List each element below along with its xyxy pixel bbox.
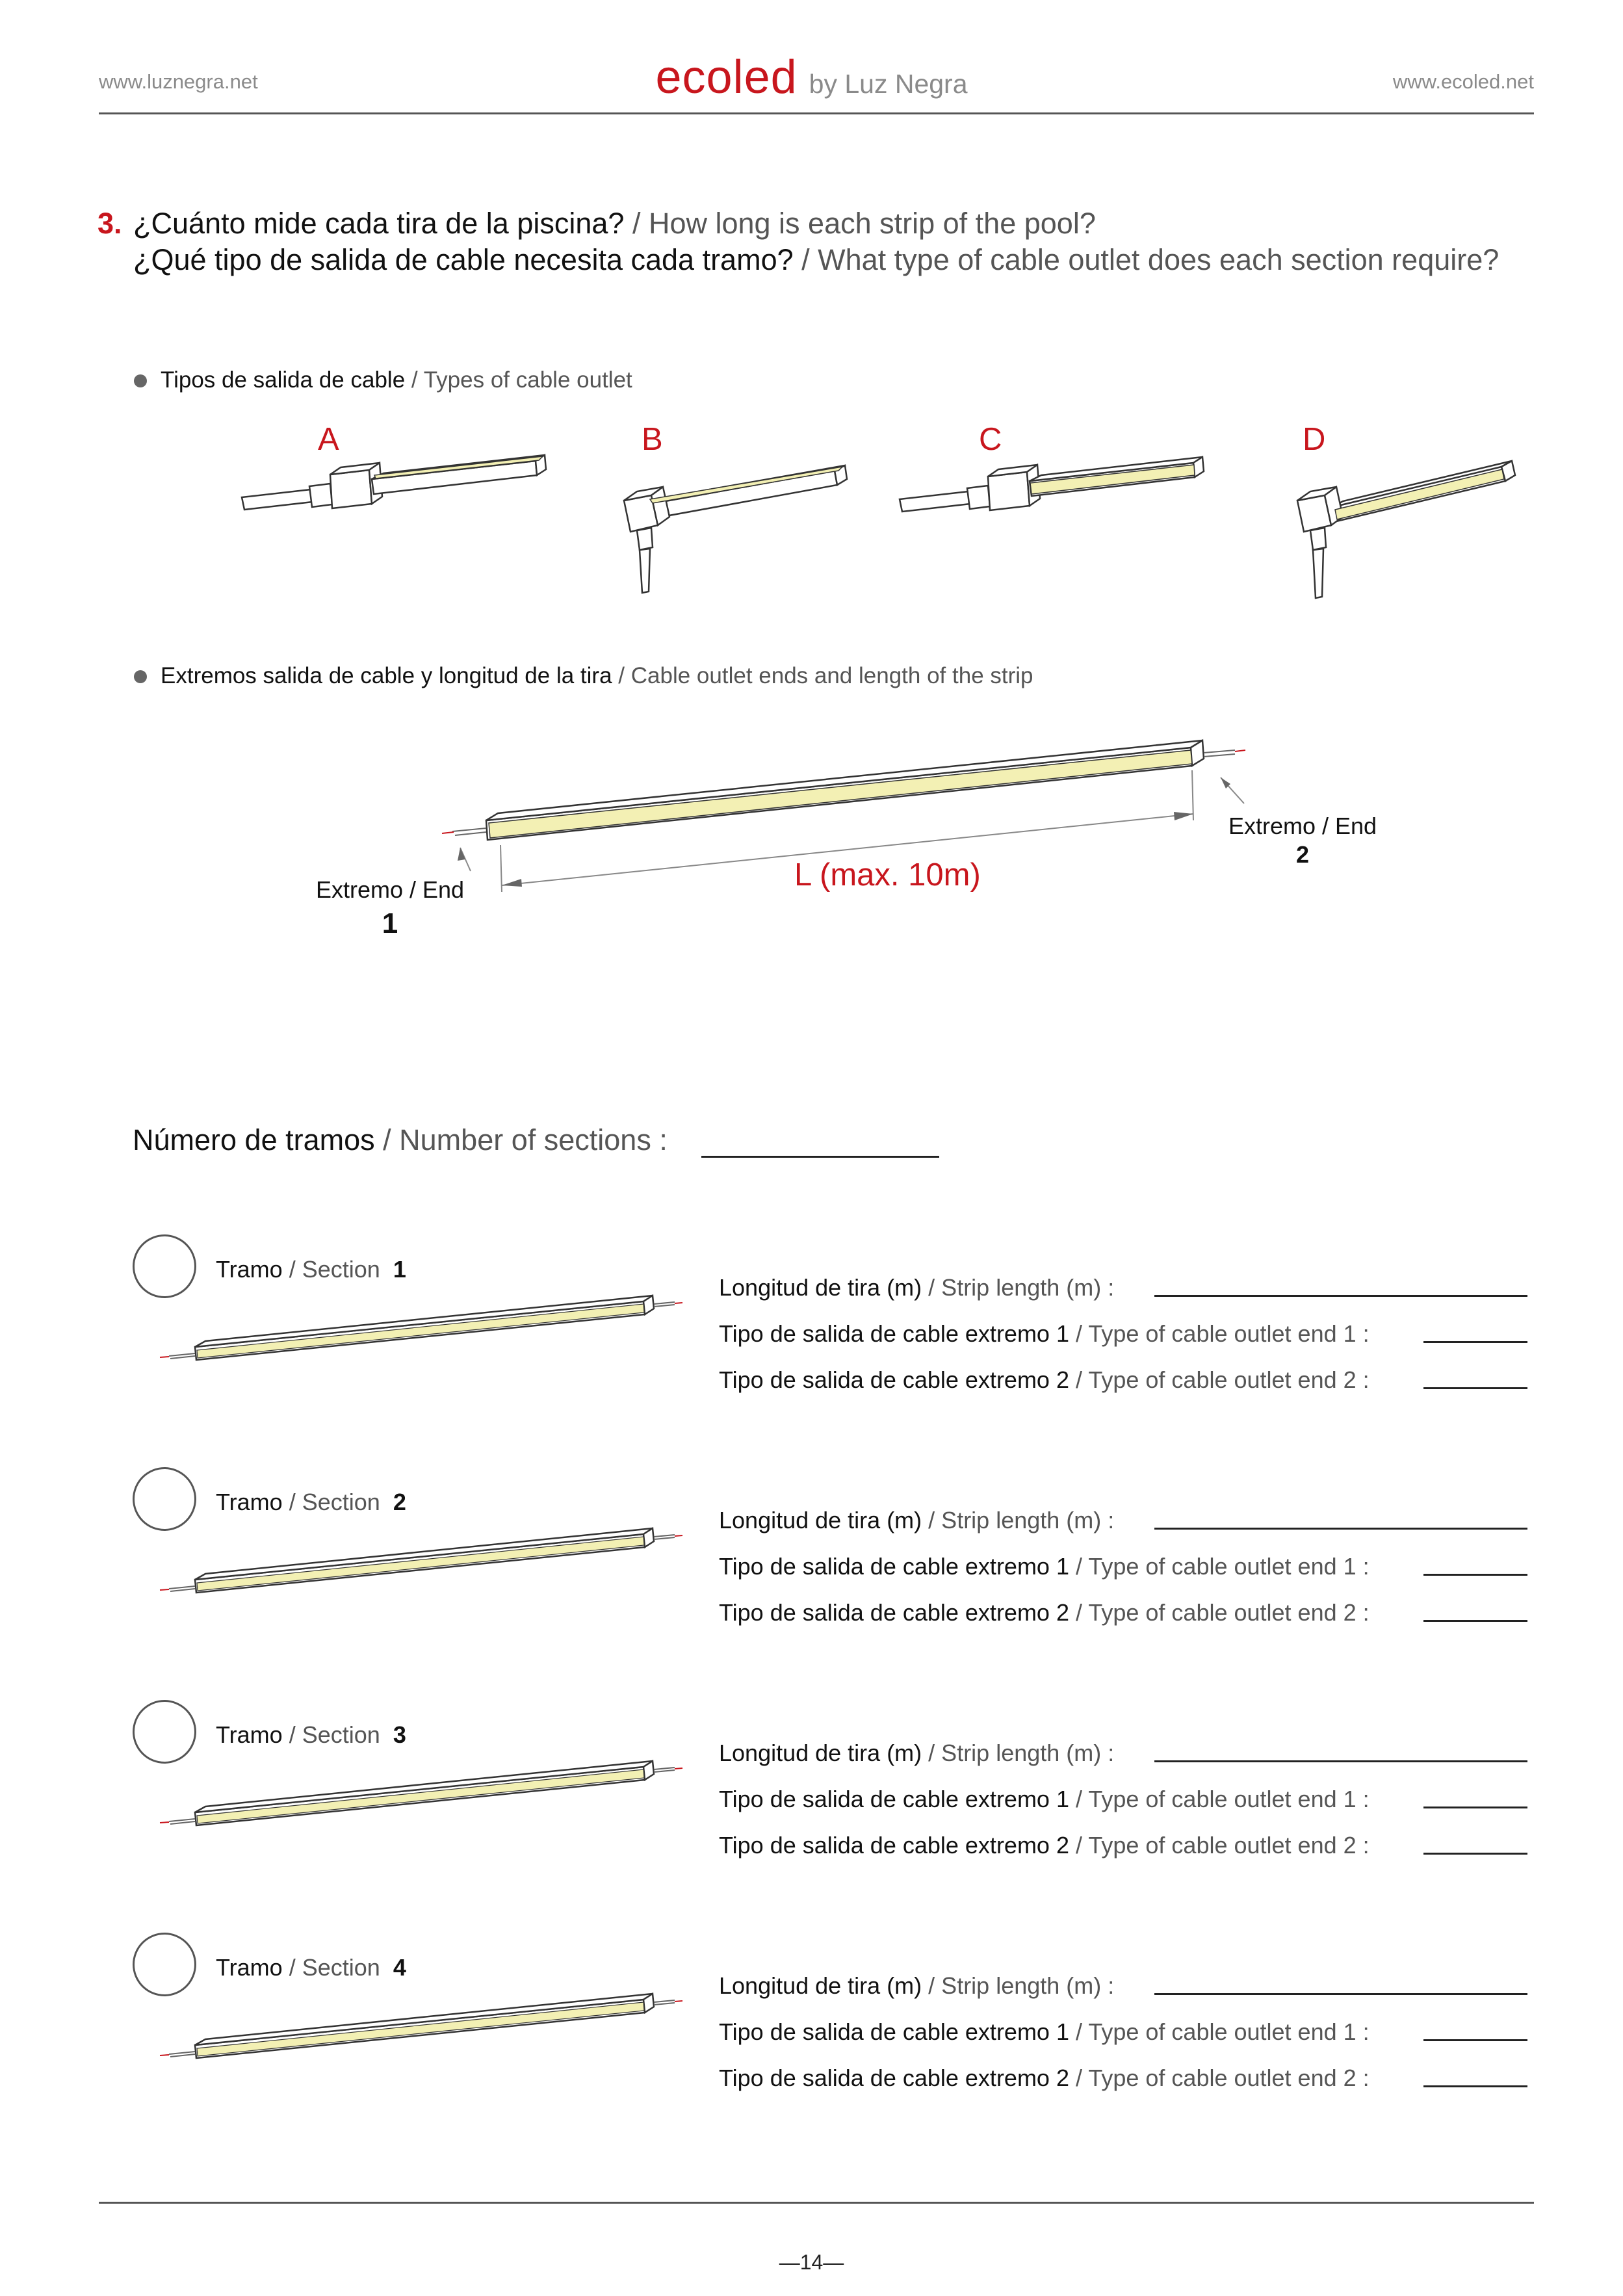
question-1-es: ¿Cuánto mide cada tira de la piscina? — [133, 207, 625, 240]
outlet-types-title: Tipos de salida de cable / Types of cable outlet — [161, 367, 632, 393]
section-4-title: Tramo / Section 4 — [216, 1954, 406, 1981]
number-of-sections-label: Número de tramos / Number of sections : — [133, 1123, 668, 1156]
section-1-end2-label: Tipo de salida de cable extremo 2 / Type of cable outlet end 2 : — [719, 1366, 1370, 1393]
outlet-letter-c: C — [979, 422, 1002, 457]
section-2-length-label: Longitud de tira (m) / Strip length (m) : — [719, 1507, 1115, 1533]
header-right-link[interactable]: www.ecoled.net — [1392, 70, 1534, 93]
outlet-letter-b: B — [642, 422, 663, 457]
footer-rule — [99, 2202, 1534, 2204]
section-2-title: Tramo / Section 2 — [216, 1489, 406, 1515]
page-number: —14— — [779, 2250, 844, 2274]
section-3-length-label: Longitud de tira (m) / Strip length (m) : — [719, 1740, 1115, 1766]
end-2-label: Extremo / End — [1228, 813, 1377, 839]
section-2-end1-label: Tipo de salida de cable extremo 1 / Type of cable outlet end 1 : — [719, 1553, 1370, 1580]
section-4-length-label: Longitud de tira (m) / Strip length (m) : — [719, 1972, 1115, 1999]
end-1-label: Extremo / End — [315, 876, 465, 903]
end-2-number: 2 — [1295, 841, 1310, 868]
section-3-title: Tramo / Section 3 — [216, 1721, 406, 1748]
section-1-title: Tramo / Section 1 — [216, 1256, 406, 1283]
section-4-end1-label: Tipo de salida de cable extremo 1 / Type of cable outlet end 1 : — [719, 2018, 1370, 2045]
section-1-end1-label: Tipo de salida de cable extremo 1 / Type of cable outlet end 1 : — [719, 1320, 1370, 1347]
question-1-en: / How long is each strip of the pool? — [632, 207, 1096, 240]
brand-suffix: by Luz Negra — [809, 69, 968, 99]
end-1-number: 1 — [382, 907, 398, 939]
section-3-end2-label: Tipo de salida de cable extremo 2 / Type of cable outlet end 2 : — [719, 1832, 1370, 1859]
section-4-end2-label: Tipo de salida de cable extremo 2 / Type of cable outlet end 2 : — [719, 2065, 1370, 2091]
section-4-length-input[interactable] — [1154, 1993, 1527, 1995]
brand-name: ecoled — [655, 51, 798, 103]
section-4-end2-input[interactable] — [1423, 2085, 1527, 2087]
length-max-label: L (max. 10m) — [794, 857, 981, 893]
outlet-letter-d: D — [1303, 422, 1326, 457]
section-3-end1-label: Tipo de salida de cable extremo 1 / Type of cable outlet end 1 : — [719, 1786, 1370, 1812]
section-4-end1-input[interactable] — [1423, 2039, 1527, 2041]
section-1-length-label: Longitud de tira (m) / Strip length (m) : — [719, 1274, 1115, 1301]
question-2-es: ¿Qué tipo de salida de cable necesita cada tramo? — [133, 243, 794, 276]
header-left-link[interactable]: www.luznegra.net — [99, 70, 258, 93]
ends-title: Extremos salida de cable y longitud de la tira / Cable outlet ends and length of the strip — [161, 663, 1033, 688]
section-2-end2-label: Tipo de salida de cable extremo 2 / Type of cable outlet end 2 : — [719, 1599, 1370, 1626]
outlet-letter-a: A — [318, 422, 339, 457]
question-number: 3. — [97, 207, 122, 240]
question-2-en: / What type of cable outlet does each section require? — [801, 243, 1500, 276]
